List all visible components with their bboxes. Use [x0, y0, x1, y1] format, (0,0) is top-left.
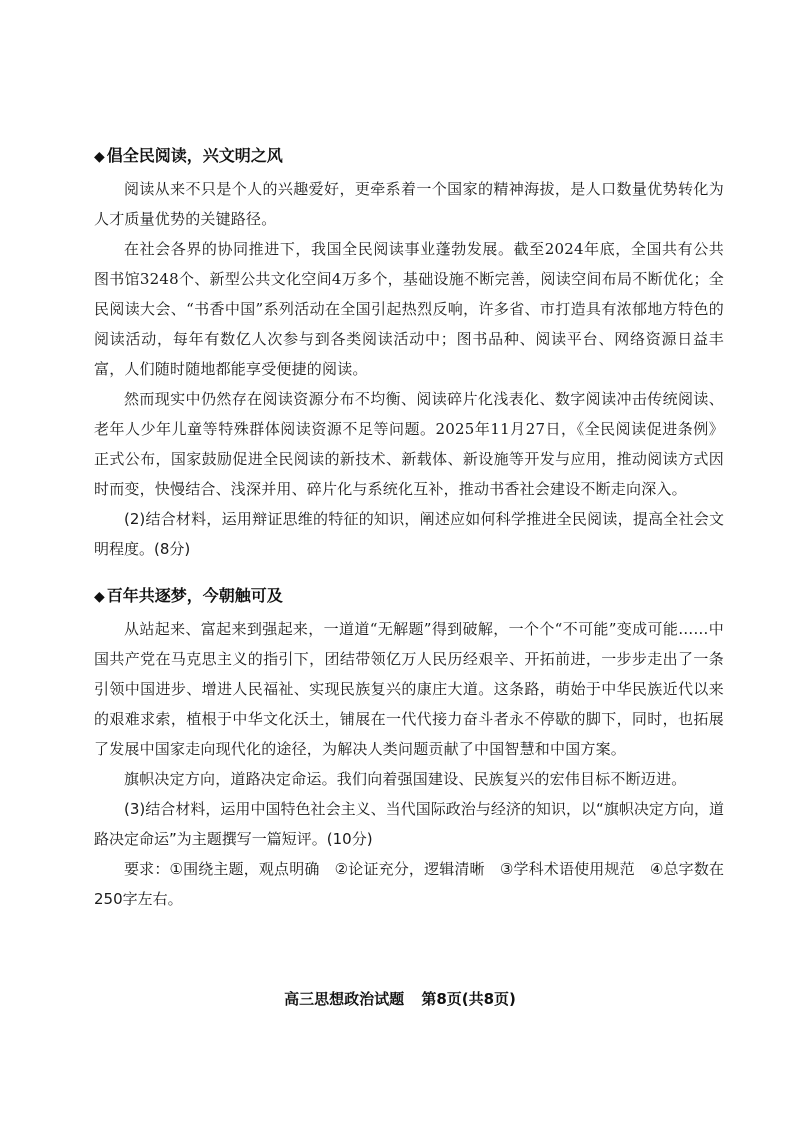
- diamond-bullet-icon: ◆: [94, 589, 105, 605]
- section-heading-text: 倡全民阅读，兴文明之风: [106, 146, 283, 165]
- material-paragraph: 在社会各界的协同推进下，我国全民阅读事业蓬勃发展。截至2024年底，全国共有公共图书馆3248个、新型公共文化空间4万多个，基础设施不断完善，阅读空间布局不断优化；全民阅读大会、“书香中国”系列活动在全国引起热烈反响，许多省、市打造具有浓郁地方特色的阅读活动，每年有数亿人次参与到各类阅读活动中；图书品种、阅读平台、网络资源日益丰富，人们随时随地都能享受便捷的阅读。: [94, 240, 724, 378]
- material-paragraph: 阅读从来不只是个人的兴趣爱好，更牵系着一个国家的精神海拔，是人口数量优势转化为人才质量优势的关键路径。: [94, 180, 724, 228]
- page-footer: [0, 988, 800, 1009]
- question-text: (3)结合材料，运用中国特色社会主义、当代国际政治与经济的知识，以“旗帜决定方向，道路决定命运”为主题撰写一篇短评。(10分): [94, 800, 724, 848]
- footer-page-number: 第8页(共8页): [421, 990, 516, 1008]
- requirements-text: 要求：①围绕主题，观点明确 ②论证充分，逻辑清晰 ③学科术语使用规范 ④总字数在250字左右。: [94, 860, 724, 908]
- section-heading-text: 百年共逐梦，今朝触可及: [106, 586, 283, 605]
- section-heading: [94, 145, 724, 168]
- question-text: (2)结合材料，运用辩证思维的特征的知识，阐述应如何科学推进全民阅读，提高全社会文明程度。(8分): [94, 510, 724, 558]
- section-dream: [94, 585, 724, 914]
- diamond-bullet-icon: ◆: [94, 149, 105, 165]
- section-heading: [94, 585, 724, 608]
- material-paragraph: 旗帜决定方向，道路决定命运。我们向着强国建设、民族复兴的宏伟目标不断迈进。: [124, 770, 687, 788]
- material-paragraph: 从站起来、富起来到强起来，一道道“无解题”得到破解，一个个“不可能”变成可能……中国共产党在马克思主义的指引下，团结带领亿万人民历经艰辛、开拓前进，一步步走出了一条引领中国进步、增进人民福祉、实现民族复兴的康庄大道。这条路，萌始于中华民族近代以来的艰难求索，植根于中华文化沃土，铺展在一代代接力奋斗者永不停歇的脚下，同时，也拓展了发展中国家走向现代化的途径，为解决人类问题贡献了中国智慧和中国方案。: [94, 620, 724, 758]
- footer-subject: 高三思想政治试题: [284, 990, 405, 1008]
- section-reading: [94, 145, 724, 564]
- material-paragraph: 然而现实中仍然存在阅读资源分布不均衡、阅读碎片化浅表化、数字阅读冲击传统阅读、老年人少年儿童等特殊群体阅读资源不足等问题。2025年11月27日，《全民阅读促进条例》正式公布，国家鼓励促进全民阅读的新技术、新载体、新设施等开发与应用，推动阅读方式因时而变，快慢结合、浅深并用、碎片化与系统化互补，推动书香社会建设不断走向深入。: [94, 390, 724, 498]
